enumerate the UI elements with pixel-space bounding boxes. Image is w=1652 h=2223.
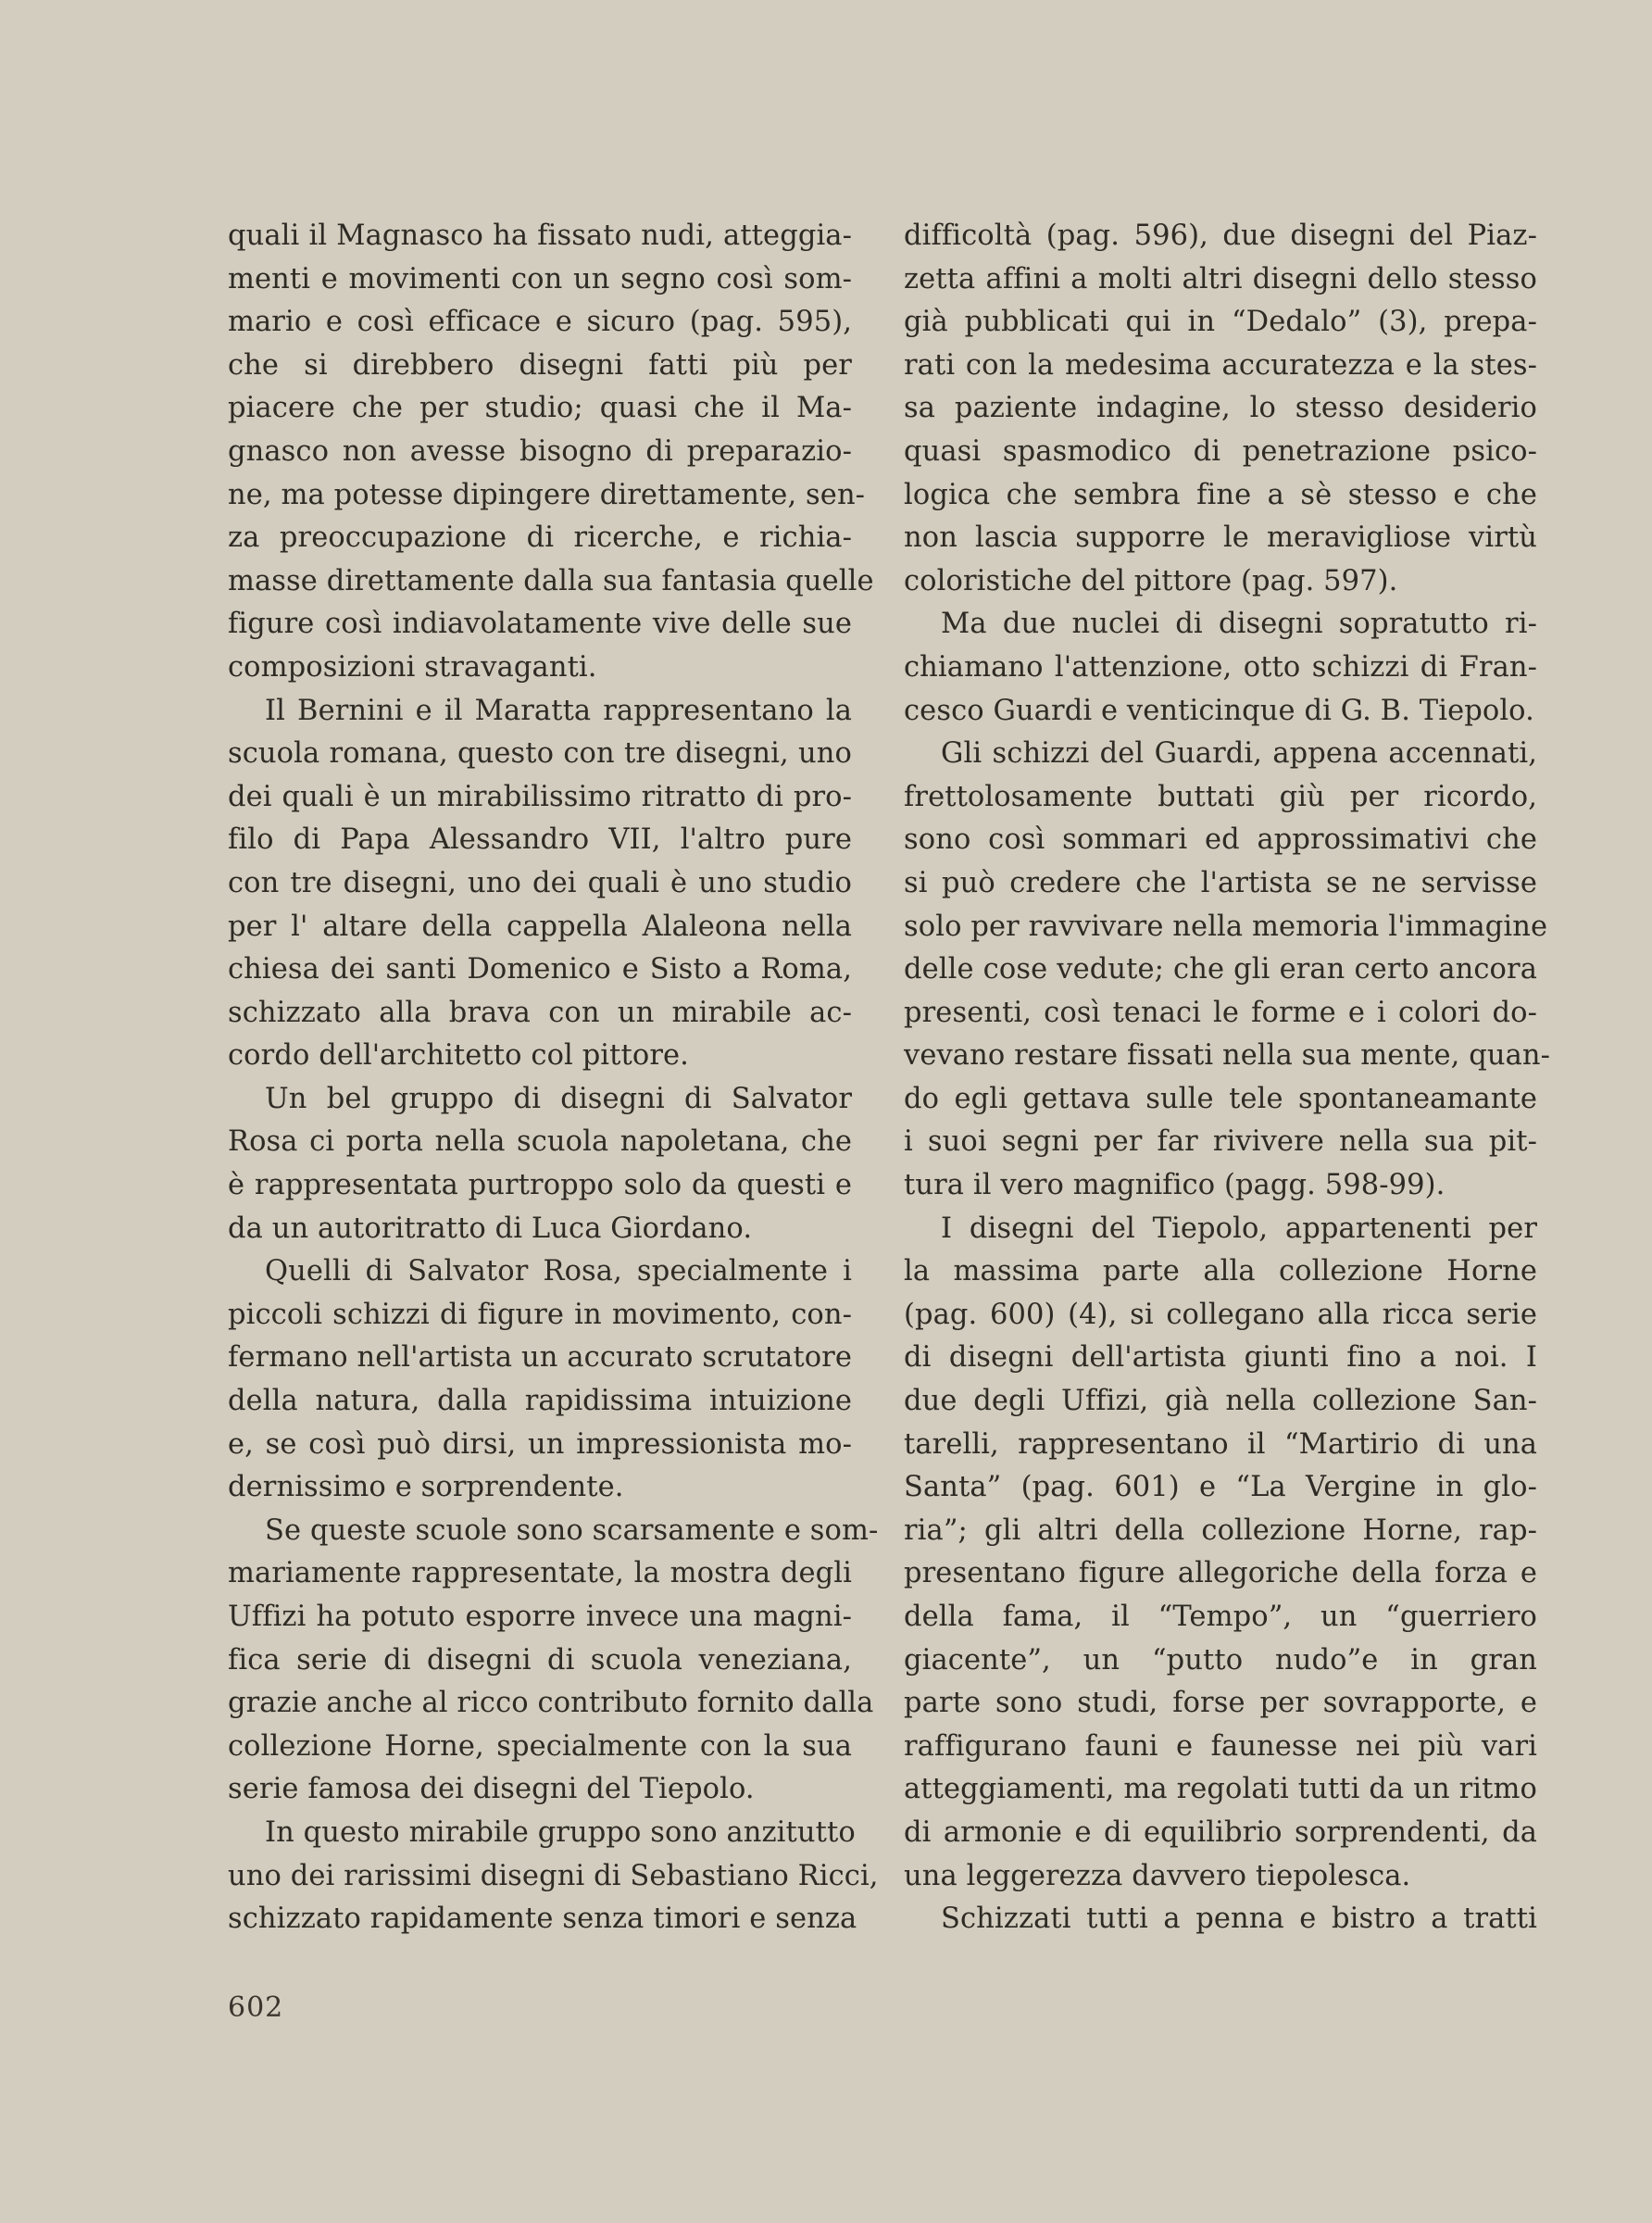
text-line: parte sono studi, forse per sovrapporte, e — [904, 1687, 1537, 1720]
text-line: Ma due nuclei di disegni sopratutto ri- — [941, 608, 1537, 641]
text-line: (pag. 600) (4), si collegano alla ricca serie — [904, 1298, 1537, 1331]
text-line: presentano figure allegoriche della forza e — [904, 1557, 1537, 1590]
text-line: presenti, così tenaci le forme e i colori do- — [904, 996, 1537, 1029]
text-line: sono così sommari ed approssimativi che — [904, 823, 1537, 857]
text-line: coloristiche del pittore (pag. 597). — [904, 564, 1398, 597]
text-line: Gli schizzi del Guardi, appena accennati, — [941, 737, 1537, 771]
text-line: logica che sembra fine a sè stesso e che — [904, 478, 1537, 511]
text-line: già pubblicati qui in “Dedalo” (3), prepa- — [904, 306, 1537, 339]
text-line: giacente”, un “putto nudo”e in gran — [904, 1643, 1537, 1677]
text-line: solo per ravvivare nella memoria l'immagine — [904, 910, 1548, 943]
text-line: uno dei rarissimi disegni di Sebastiano Ricci, — [228, 1859, 879, 1892]
text-line: Se queste scuole sono scarsamente e som- — [265, 1513, 879, 1547]
text-line: Santa” (pag. 601) e “La Vergine in glo- — [904, 1471, 1537, 1504]
text-line: per l' altare della cappella Alaleona nella — [228, 910, 852, 943]
text-line: schizzato rapidamente senza timori e senza — [228, 1903, 857, 1936]
text-line: dei quali è un mirabilissimo ritratto di pro- — [228, 780, 852, 813]
text-line: gnasco non avesse bisogno di preparazio- — [228, 434, 852, 468]
text-line: filo di Papa Alessandro VII, l'altro pure — [228, 823, 852, 857]
text-line: do egli gettava sulle tele spontaneamante — [904, 1082, 1537, 1115]
text-line: composizioni stravaganti. — [228, 650, 597, 684]
text-line: dernissimo e sorprendente. — [228, 1471, 624, 1504]
text-line: collezione Horne, specialmente con la sua — [228, 1729, 852, 1763]
text-line: di armonie e di equilibrio sorprendenti, da — [904, 1815, 1537, 1849]
text-line: ne, ma potesse dipingere direttamente, sen- — [228, 478, 866, 511]
text-line: da un autoritratto di Luca Giordano. — [228, 1212, 753, 1245]
text-line: menti e movimenti con un segno così som- — [228, 262, 852, 295]
text-line: masse direttamente dalla sua fantasia quelle — [228, 564, 874, 597]
text-line: difficoltà (pag. 596), due disegni del Piaz- — [904, 220, 1537, 252]
text-line: non lascia supporre le meravigliose virtù — [904, 521, 1537, 555]
text-line: cordo dell'architetto col pittore. — [228, 1039, 689, 1073]
text-line: quasi spasmodico di penetrazione psico- — [904, 434, 1537, 468]
text-line: Quelli di Salvator Rosa, specialmente i — [265, 1255, 852, 1288]
text-line: una leggerezza davvero tiepolesca. — [904, 1859, 1411, 1892]
text-line: piacere che per studio; quasi che il Ma- — [228, 392, 852, 425]
text-line: scuola romana, questo con tre disegni, uno — [228, 737, 852, 771]
text-line: cesco Guardi e venticinque di G. B. Tiepolo. — [904, 694, 1534, 727]
text-line: della fama, il “Tempo”, un “guerriero — [904, 1601, 1537, 1633]
text-line: si può credere che l'artista se ne servisse — [904, 866, 1537, 899]
text-line: za preoccupazione di ricerche, e richia- — [228, 521, 852, 555]
text-line: con tre disegni, uno dei quali è uno studio — [228, 866, 852, 899]
text-line: serie famosa dei disegni del Tiepolo. — [228, 1773, 755, 1806]
text-line: vevano restare fissati nella sua mente, quan- — [904, 1039, 1551, 1073]
text-line: è rappresentata purtroppo solo da questi e — [228, 1169, 852, 1202]
text-line: fica serie di disegni di scuola veneziana, — [228, 1643, 852, 1677]
text-line: chiamano l'attenzione, otto schizzi di Fran- — [904, 650, 1537, 684]
text-line: che si direbbero disegni fatti più per — [228, 348, 852, 382]
left-text-column — [228, 215, 879, 1941]
text-line: frettolosamente buttati giù per ricordo, — [904, 780, 1537, 813]
text-line: mario e così efficace e sicuro (pag. 595), — [228, 306, 852, 339]
text-line: tarelli, rappresentano il “Martirio di una — [904, 1427, 1537, 1461]
text-line: chiesa dei santi Domenico e Sisto a Roma, — [228, 953, 852, 986]
right-text-column — [904, 215, 1551, 1941]
text-line: fermano nell'artista un accurato scrutatore — [228, 1341, 852, 1375]
text-line: raffigurano fauni e faunesse nei più vari — [904, 1729, 1537, 1763]
text-line: e, se così può dirsi, un impressionista mo- — [228, 1427, 852, 1461]
text-line: zetta affini a molti altri disegni dello stesso — [904, 262, 1537, 295]
text-line: due degli Uffizi, già nella collezione San- — [904, 1385, 1537, 1418]
text-line: i suoi segni per far rivivere nella sua pit- — [904, 1125, 1537, 1159]
text-line: mariamente rappresentate, la mostra degli — [228, 1557, 852, 1590]
page-number: 602 — [228, 1991, 284, 2024]
text-line: della natura, dalla rapidissima intuizione — [228, 1385, 852, 1418]
text-line: I disegni del Tiepolo, appartenenti per — [941, 1212, 1537, 1245]
text-line: Schizzati tutti a penna e bistro a tratti — [941, 1903, 1537, 1936]
text-line: tura il vero magnifico (pagg. 598-99). — [904, 1169, 1446, 1202]
text-line: quali il Magnasco ha fissato nudi, atteggia- — [228, 220, 852, 252]
text-line: rati con la medesima accuratezza e la stes- — [904, 348, 1537, 382]
text-line: Uffizi ha potuto esporre invece una magni- — [228, 1601, 852, 1633]
text-line: piccoli schizzi di figure in movimento, con- — [228, 1298, 852, 1331]
text-line: figure così indiavolatamente vive delle sue — [228, 608, 852, 641]
text-line: atteggiamenti, ma regolati tutti da un ritmo — [904, 1773, 1537, 1806]
text-line: delle cose vedute; che gli eran certo ancora — [904, 953, 1537, 986]
text-line: grazie anche al ricco contributo fornito dalla — [228, 1687, 874, 1720]
text-line: Il Bernini e il Maratta rappresentano la — [265, 694, 852, 727]
text-line: Un bel gruppo di disegni di Salvator — [265, 1082, 852, 1115]
text-line: sa paziente indagine, lo stesso desiderio — [904, 392, 1537, 425]
text-line: Rosa ci porta nella scuola napoletana, che — [228, 1125, 852, 1159]
text-line: di disegni dell'artista giunti fino a noi. I — [904, 1341, 1537, 1375]
text-line: la massima parte alla collezione Horne — [904, 1255, 1537, 1288]
text-line: schizzato alla brava con un mirabile ac- — [228, 996, 852, 1029]
text-line: In questo mirabile gruppo sono anzitutto — [265, 1815, 856, 1849]
text-line: ria”; gli altri della collezione Horne, rap- — [904, 1513, 1537, 1547]
